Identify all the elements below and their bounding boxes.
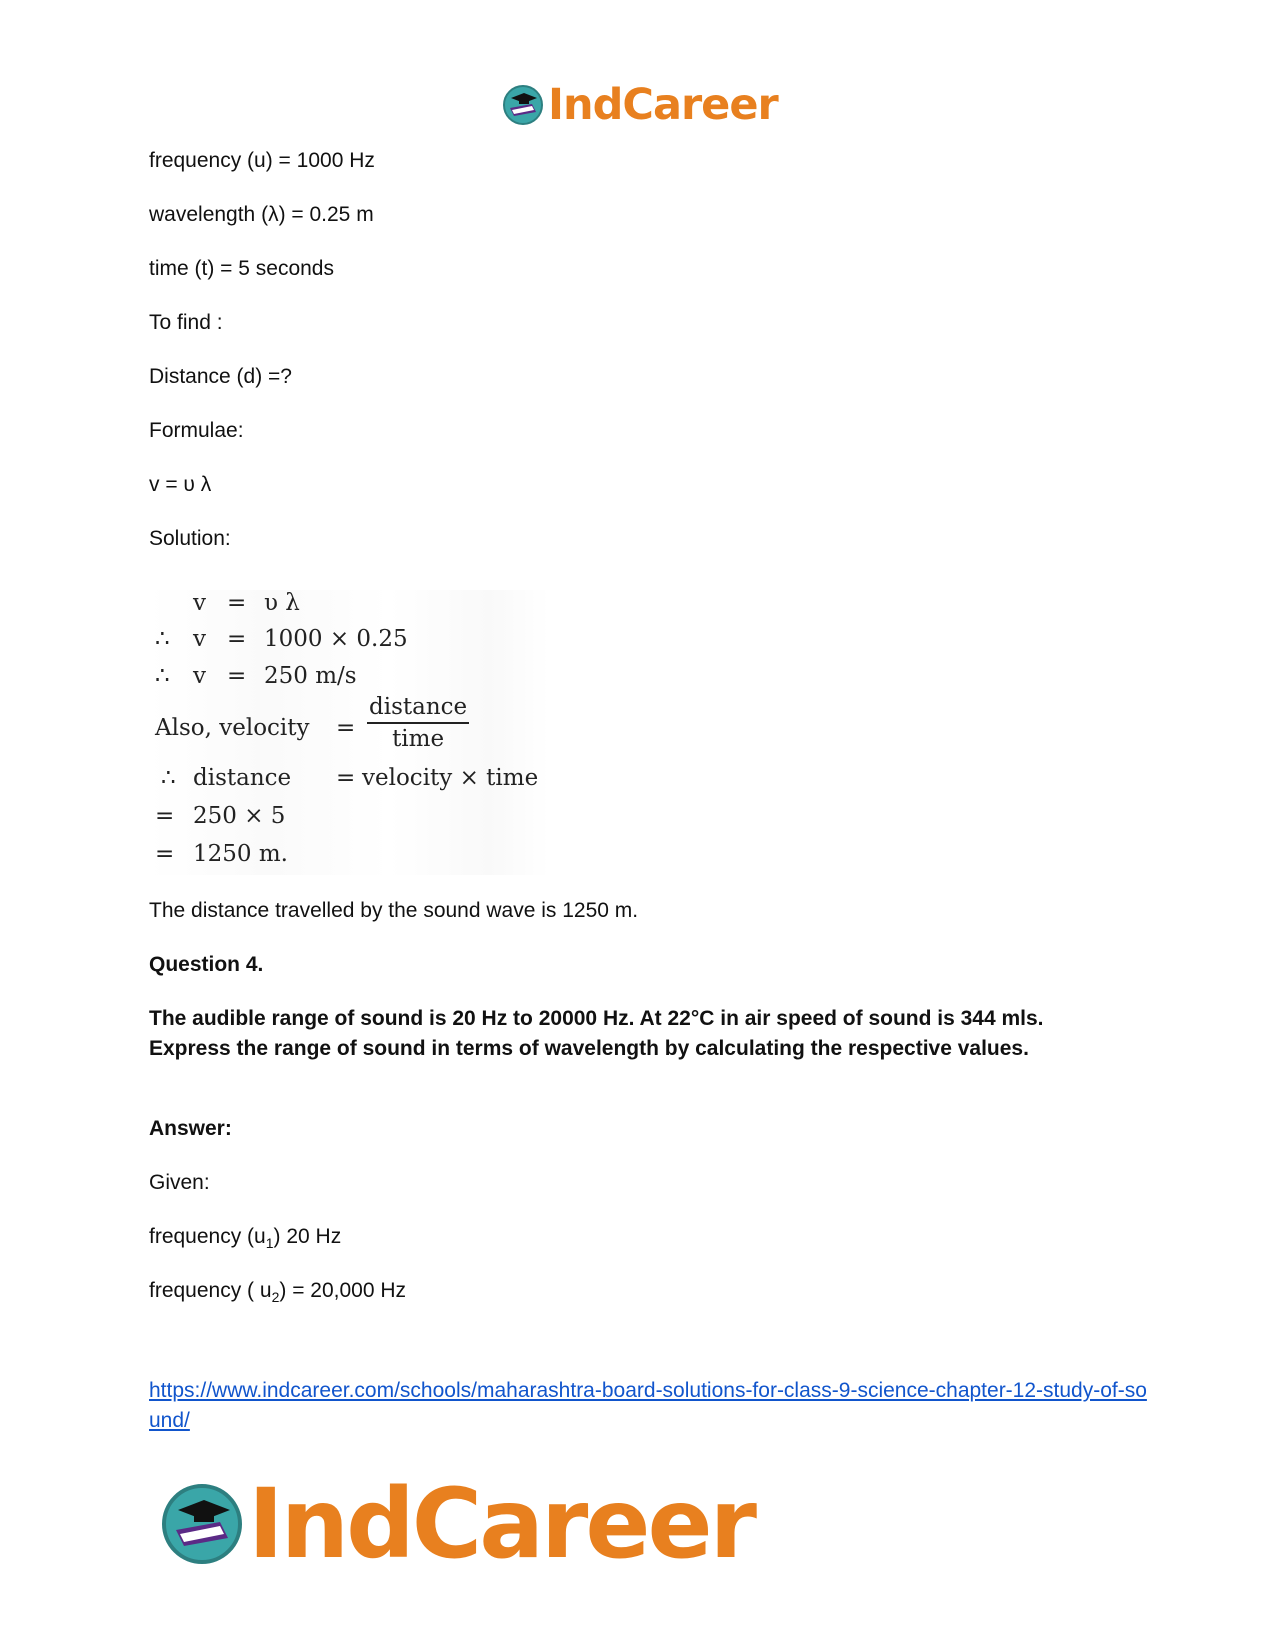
math-r6-eq: =: [155, 803, 175, 829]
math-r4-fraction: [367, 694, 469, 752]
given-wavelength: wavelength (λ) = 0.25 m: [149, 203, 374, 226]
math-r6-rhs: 250 × 5: [193, 803, 286, 829]
math-r5-lhs: distance: [193, 765, 292, 791]
math-r7-rhs: 1250 m.: [193, 841, 288, 867]
math-r2-eq: =: [227, 626, 247, 652]
frequency-u2-prefix: frequency ( u: [149, 1279, 272, 1302]
conclusion-text: The distance travelled by the sound wave is 1250 m.: [149, 899, 639, 922]
question-title: Question 4.: [149, 953, 264, 976]
source-url-link[interactable]: https://www.indcareer.com/schools/maharashtra-board-solutions-for-class-9-science-chapter-12-study-of-sound/: [149, 1379, 1147, 1432]
math-r1-rhs: υ λ: [264, 590, 300, 616]
frequency-u2-value: ) = 20,000 Hz: [279, 1279, 407, 1302]
given-label: Given:: [149, 1171, 210, 1194]
math-r5-therefore: ∴: [161, 765, 176, 791]
math-r5-eq: =: [336, 765, 356, 791]
graduation-cap-book-icon: [160, 1482, 244, 1566]
math-r2-rhs: 1000 × 0.25: [264, 626, 408, 652]
distance-unknown: Distance (d) =?: [149, 365, 292, 388]
brand-name-large: IndCareer: [248, 1468, 754, 1580]
math-r1-eq: =: [227, 590, 247, 616]
formulae-label: Formulae:: [149, 419, 244, 442]
math-r5-rhs: velocity × time: [362, 765, 539, 791]
given-time: time (t) = 5 seconds: [149, 257, 334, 280]
math-r2-lhs: v: [193, 626, 206, 652]
formula-v: v = υ λ: [149, 473, 212, 496]
question-text: The audible range of sound is 20 Hz to 20000 Hz. At 22°C in air speed of sound is 344 mls. Express the range of sound in terms of wavelength by calculating the respective values.: [149, 1007, 1044, 1060]
to-find-label: To find :: [149, 311, 223, 334]
fraction-denominator: time: [392, 726, 445, 752]
solution-math-figure: [149, 590, 549, 875]
indcareer-logo-top: [502, 80, 778, 130]
frequency-u1-value: ) 20 Hz: [273, 1225, 342, 1248]
graduation-cap-book-icon: [502, 84, 544, 126]
solution-label: Solution:: [149, 527, 231, 550]
brand-name: IndCareer: [548, 80, 778, 130]
math-r2-therefore: ∴: [155, 626, 170, 652]
math-r4-eq: =: [336, 715, 356, 741]
math-r3-rhs: 250 m/s: [264, 663, 357, 689]
math-r3-therefore: ∴: [155, 663, 170, 689]
answer-label: Answer:: [149, 1117, 232, 1140]
frequency-u1-prefix: frequency (u: [149, 1225, 266, 1248]
math-r4-lhs: Also, velocity: [155, 715, 310, 741]
math-r3-lhs: v: [193, 663, 206, 689]
math-r3-eq: =: [227, 663, 247, 689]
fraction-numerator: distance: [367, 694, 469, 724]
frequency-u1-subscript: 1: [265, 1235, 274, 1252]
given-frequency: frequency (u) = 1000 Hz: [149, 149, 375, 172]
math-r7-eq: =: [155, 841, 175, 867]
indcareer-logo-bottom: [160, 1468, 754, 1580]
math-r1-lhs: v: [193, 590, 206, 616]
frequency-u2-subscript: 2: [271, 1289, 280, 1306]
frequency-u1: [149, 1222, 341, 1258]
frequency-u2: [149, 1276, 406, 1312]
